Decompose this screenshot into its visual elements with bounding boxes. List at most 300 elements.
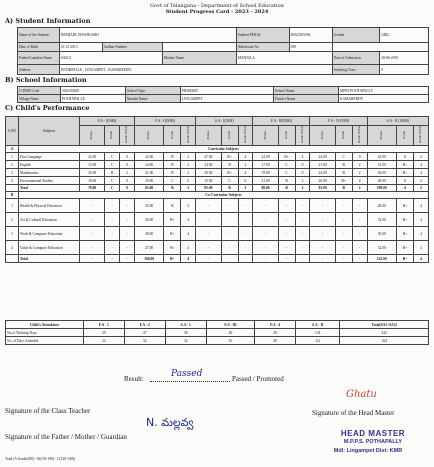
marks-cell: 22.00: [134, 153, 163, 161]
total-points-cell: -: [352, 255, 367, 263]
curricular-row: [6, 169, 429, 177]
total-points-cell: 2: [295, 185, 310, 192]
grade-points-cell: 4: [413, 199, 428, 213]
total-points-cell: 2: [238, 185, 253, 192]
cocurricular-row: [6, 227, 429, 241]
marks-cell: 56.00: [367, 169, 396, 177]
grade-points-subheader-text: Grade Points: [418, 126, 423, 144]
cocurricular-row: [6, 241, 429, 255]
curricular-row: [6, 161, 429, 169]
grade-points-cell: 2: [181, 199, 196, 213]
grade-cell: B+: [221, 153, 238, 161]
grade-subheader-text: Grade: [283, 130, 288, 140]
marks-cell: 32.00: [367, 241, 396, 255]
row-number: 3: [6, 169, 19, 177]
grade-cell: -: [221, 213, 238, 227]
subject-name: Health & Physical Education: [19, 199, 80, 213]
grade-points-cell: 2: [181, 161, 196, 169]
guardian-handwritten-signature: N. మల్లవ్వ: [146, 416, 194, 429]
mandal-label: Mandal Name: [126, 95, 181, 103]
grade-cell: C: [164, 177, 181, 185]
marks-cell: 24.00: [310, 153, 335, 161]
marks-cell: 51.00: [367, 161, 396, 169]
grade-cell: B: [164, 169, 181, 177]
mandal-value: LINGAMPET: [181, 95, 274, 103]
grade-points-cell: 4: [238, 153, 253, 161]
marks-subheader: [310, 126, 335, 146]
address-value: POTHIPALLE , LINGAMPET , KAMAREDDY: [59, 65, 332, 75]
performance-table: [5, 116, 429, 263]
total-points-cell: 0: [120, 185, 135, 192]
attendance-value: 58: [255, 329, 296, 337]
total-marks-cell: 95.00: [310, 185, 335, 192]
grade-points-cell: 4: [413, 241, 428, 255]
guardian-signature-label: Signature of the Father / Mother / Guardian: [5, 433, 127, 441]
grade-points-cell: 0: [120, 161, 135, 169]
total-points-cell: 4: [413, 255, 428, 263]
admission-value: 388: [289, 43, 332, 52]
grade-cell: B: [335, 169, 352, 177]
grade-subheader-text: Grade: [340, 130, 345, 140]
marks-cell: -: [310, 227, 335, 241]
marks-subheader-text: Marks: [146, 130, 151, 140]
grade-points-cell: 0: [238, 177, 253, 185]
pen-label: Student PEN Id: [236, 28, 289, 43]
marks-cell: 49.00: [367, 177, 396, 185]
row-number: 1: [6, 153, 19, 161]
grade-points-cell: 2: [413, 177, 428, 185]
attendance-column-header: F.A - 2: [124, 321, 165, 329]
cocurricular-row: [6, 213, 429, 227]
marks-cell: -: [196, 199, 221, 213]
attendance-value: 134: [296, 329, 340, 337]
grade-cell: -: [221, 227, 238, 241]
grade-points-cell: 4: [413, 227, 428, 241]
grade-points-cell: 0: [352, 153, 367, 161]
attendance-value: 30: [255, 337, 296, 345]
term-header: F.A - III(50M): [253, 117, 310, 126]
grade-cell: C: [335, 153, 352, 161]
total-grade-cell: -: [221, 255, 238, 263]
gender-value: GIRL: [380, 28, 429, 43]
result-label: Result:: [124, 375, 144, 383]
marks-cell: -: [196, 213, 221, 227]
attendance-value: 34: [124, 337, 165, 345]
grade-cell: -: [335, 227, 352, 241]
grade-points-subheader: [352, 126, 367, 146]
grade-points-cell: 0: [295, 169, 310, 177]
total-points-cell: -: [120, 255, 135, 263]
marks-cell: 21.00: [134, 169, 163, 177]
term-header: F.A - II(50M): [134, 117, 195, 126]
attendance-column-header: S.A - II: [296, 321, 340, 329]
grade-cell: B+: [164, 227, 181, 241]
marks-cell: -: [80, 241, 105, 255]
grade-points-subheader: [238, 126, 253, 146]
class-teacher-signature-label: Signature of the Class Teacher: [5, 407, 91, 415]
grade-cell: B: [105, 169, 120, 177]
stamp-line-3: Mdl: Lingampet Dist: KMR: [333, 448, 403, 454]
grade-cell: -: [105, 199, 120, 213]
grade-subheader-text: Grade: [169, 130, 174, 140]
marks-cell: 25.00: [134, 199, 163, 213]
marks-cell: -: [310, 241, 335, 255]
mother-value: MANJULA: [236, 52, 332, 65]
grade-cell: -: [278, 213, 295, 227]
grade-points-cell: 4: [413, 161, 428, 169]
row-number: 1: [6, 199, 19, 213]
doa-label: Date of Admission: [332, 52, 380, 65]
grade-cell: B+: [396, 227, 413, 241]
grade-cell: B+: [335, 177, 352, 185]
total-grade-cell: A: [396, 185, 413, 192]
marks-cell: 28.00: [134, 227, 163, 241]
attendance-value: 40: [206, 329, 254, 337]
grade-cell: B+: [278, 153, 295, 161]
udise-value: 3G0230208: [61, 87, 126, 95]
grade-points-subheader-text: Grade Points: [356, 126, 361, 144]
grade-points-cell: 4: [413, 213, 428, 227]
stamp-line-2: M.P.P.S. POTHAPALLY: [343, 439, 403, 445]
grade-points-cell: 2: [352, 161, 367, 169]
attendance-row: [6, 337, 429, 345]
grade-subheader: [221, 126, 238, 146]
grade-cell: C: [278, 161, 295, 169]
grade-points-cell: 0: [120, 177, 135, 185]
marks-cell: -: [253, 227, 278, 241]
grade-cell: -: [105, 227, 120, 241]
marks-cell: 24.00: [253, 153, 278, 161]
marks-subheader-text: Marks: [379, 130, 383, 140]
total-points-cell: 4: [181, 255, 196, 263]
attendance-column-header: F.A - III: [206, 321, 254, 329]
admission-label: Admission No: [236, 43, 289, 52]
grade-cell: -: [105, 241, 120, 255]
grade-points-subheader-text: Grade Points: [124, 126, 129, 144]
district-label: District Name: [274, 95, 339, 103]
grade-points-subheader: [120, 126, 135, 146]
term-header: S.A - I(50M): [196, 117, 253, 126]
grade-cell: B: [164, 153, 181, 161]
row-b-label: B: [6, 192, 19, 199]
marks-subheader: [253, 126, 278, 146]
grade-points-subheader-text: Grade Points: [185, 126, 190, 144]
marks-subheader: [196, 126, 221, 146]
total-marks-cell: 78.00: [80, 185, 105, 192]
grade-cell: -: [221, 241, 238, 255]
grade-cell: C: [105, 153, 120, 161]
attendance-value: 47: [124, 329, 165, 337]
marks-subheader: [134, 126, 163, 146]
grade-points-cell: 0: [295, 161, 310, 169]
footer-note: Total (A Grade(200) - B(150-199) - C(120-149)): [5, 457, 76, 461]
section-student-info: A) Student Information: [5, 17, 91, 25]
address-label: Address: [18, 65, 60, 75]
grade-points-cell: -: [238, 213, 253, 227]
mother-label: Mother Name: [162, 52, 236, 65]
marks-cell: -: [253, 241, 278, 255]
grade-points-cell: -: [352, 199, 367, 213]
total-label: Total: [19, 185, 80, 192]
grade-points-cell: 2: [120, 169, 135, 177]
grade-points-subheader: [413, 126, 428, 146]
grade-cell: -: [278, 199, 295, 213]
grade-points-cell: -: [352, 227, 367, 241]
marks-cell: -: [80, 199, 105, 213]
school-type-value: PRIMARY: [181, 87, 274, 95]
attendance-value: 39: [84, 329, 125, 337]
father-label: Father/Guardian Name: [18, 52, 60, 65]
grade-cell: B+: [164, 213, 181, 227]
result-options: Passed / Promoted: [232, 375, 284, 383]
grade-points-cell: -: [238, 241, 253, 255]
grade-subheader-text: Grade: [402, 130, 407, 140]
subjects-header: Subjects: [19, 117, 80, 146]
subject-name: Mathematics: [19, 169, 80, 177]
marks-cell: 17.00: [253, 161, 278, 169]
marks-cell: 25.00: [80, 169, 105, 177]
grade-cell: B: [278, 177, 295, 185]
name-label: Name of the Student: [18, 28, 60, 43]
section-school-info: B) School Information: [5, 76, 87, 84]
marks-subheader-text: Marks: [89, 130, 94, 140]
grade-points-cell: -: [120, 227, 135, 241]
grade-cell: C: [221, 177, 238, 185]
attendance-row-label: No. of Days Attended: [6, 337, 84, 345]
total-grade-cell: B: [278, 185, 295, 192]
subject-name: English: [19, 161, 80, 169]
grade-cell: -: [335, 213, 352, 227]
marks-cell: 30.00: [367, 227, 396, 241]
total-marks-cell: 122.00: [367, 255, 396, 263]
dob-label: Date of Birth: [18, 43, 60, 52]
marks-subheader-text: Marks: [262, 130, 267, 140]
grade-cell: -: [335, 199, 352, 213]
grade-points-cell: 0: [120, 153, 135, 161]
marks-cell: 43.00: [367, 153, 396, 161]
grade-points-cell: 4: [238, 169, 253, 177]
grade-cell: B: [164, 161, 181, 169]
grade-points-cell: 2: [295, 177, 310, 185]
grade-cell: -: [278, 227, 295, 241]
marks-subheader: [367, 126, 396, 146]
row-a-label: A: [6, 146, 19, 153]
grade-points-cell: 4: [181, 241, 196, 255]
grade-points-cell: 4: [413, 169, 428, 177]
grade-points-cell: 4: [181, 213, 196, 227]
grade-cell: B+: [396, 169, 413, 177]
grade-points-cell: 4: [181, 227, 196, 241]
row-number: 4: [6, 241, 19, 255]
sno-header: S.NO: [6, 117, 19, 146]
aadhar-value: [162, 43, 236, 52]
dob-value: 16-12-2013: [59, 43, 102, 52]
grade-points-cell: -: [120, 241, 135, 255]
grade-cell: B+: [396, 199, 413, 213]
father-value: SAILU: [59, 52, 162, 65]
attendance-title: Child's Attendance: [6, 321, 84, 329]
grade-subheader: [396, 126, 413, 146]
grade-points-cell: -: [352, 213, 367, 227]
total-points-cell: 2: [352, 185, 367, 192]
grade-cell: B+: [396, 161, 413, 169]
total-grade-cell: B: [335, 185, 352, 192]
marks-cell: 22.00: [80, 153, 105, 161]
aadhar-label: Aadhar Number: [102, 43, 162, 52]
marks-cell: 27.00: [134, 241, 163, 255]
marks-subheader-text: Marks: [319, 130, 324, 140]
total-grade-cell: B+: [396, 255, 413, 263]
total-marks-cell: 82.00: [134, 185, 163, 192]
doa-value: 20-06-2019: [380, 52, 429, 65]
total-marks-cell: 95.00: [196, 185, 221, 192]
marks-cell: -: [310, 213, 335, 227]
total-points-cell: -: [295, 255, 310, 263]
marks-cell: -: [310, 199, 335, 213]
attendance-row: [6, 329, 429, 337]
row-number: 4: [6, 177, 19, 185]
cocurricular-row: [6, 199, 429, 213]
pen-value: 20023165186: [289, 28, 332, 43]
marks-cell: 32.00: [367, 213, 396, 227]
grade-points-cell: -: [295, 199, 310, 213]
header-line-1: Govt of Telangana - Department of School Education: [150, 3, 284, 9]
grade-cell: -: [221, 199, 238, 213]
grade-cell: -: [278, 241, 295, 255]
grade-subheader-text: Grade: [226, 130, 231, 140]
udise-label: U-DISE Code: [18, 87, 61, 95]
grade-cell: C: [105, 161, 120, 169]
grade-cell: B+: [164, 241, 181, 255]
grade-cell: B+: [396, 241, 413, 255]
total-grade-cell: -: [105, 255, 120, 263]
cototal-label: Total: [19, 255, 80, 263]
attendance-row-label: No.of Working Days: [6, 329, 84, 337]
attendance-value: 22: [84, 337, 125, 345]
curricular-label: Curricular Subjects: [19, 146, 429, 153]
grade-points-cell: -: [120, 213, 135, 227]
district-value: KAMAREDDY: [339, 95, 429, 103]
marks-cell: 27.00: [196, 153, 221, 161]
attendance-column-header: S.A - 1: [165, 321, 206, 329]
head-master-signature-label: Signature of the Head Master: [312, 409, 395, 417]
total-grade-cell: -: [278, 255, 295, 263]
class-label: Studying Class: [332, 65, 380, 75]
grade-cell: A: [396, 153, 413, 161]
total-grade-cell: -: [335, 255, 352, 263]
attendance-column-header: Total(SA1+SA2): [340, 321, 429, 329]
grade-points-subheader: [295, 126, 310, 146]
school-type-label: School Type: [126, 87, 181, 95]
cocurricular-label: Co-Curricular Subjects: [19, 192, 429, 199]
marks-cell: -: [196, 241, 221, 255]
curricular-row: [6, 153, 429, 161]
grade-cell: B+: [221, 169, 238, 177]
attendance-value: 16: [206, 337, 254, 345]
attendance-column-header: F.A - 1: [84, 321, 125, 329]
gender-label: Gender: [332, 28, 380, 43]
row-number: 2: [6, 161, 19, 169]
marks-cell: 24.00: [134, 161, 163, 169]
school-info-table: [17, 86, 429, 103]
total-grade-cell: C: [105, 185, 120, 192]
grade-subheader: [278, 126, 295, 146]
marks-cell: 24.00: [310, 169, 335, 177]
grade-points-cell: -: [120, 199, 135, 213]
attendance-value: 164: [340, 337, 429, 345]
grade-cell: -: [105, 213, 120, 227]
grade-points-cell: -: [352, 241, 367, 255]
grade-cell: -: [335, 241, 352, 255]
total-marks-cell: 106.00: [134, 255, 163, 263]
grade-subheader: [105, 126, 120, 146]
total-marks-cell: 199.00: [367, 185, 396, 192]
total-grade-cell: B+: [164, 255, 181, 263]
grade-points-cell: 2: [352, 169, 367, 177]
student-info-table: [17, 27, 429, 75]
total-grade-cell: B: [164, 185, 181, 192]
marks-cell: -: [253, 213, 278, 227]
row-number: 2: [6, 213, 19, 227]
total-marks-cell: -: [310, 255, 335, 263]
marks-cell: 13.00: [80, 161, 105, 169]
grade-cell: C: [105, 177, 120, 185]
grade-points-cell: -: [295, 227, 310, 241]
grade-subheader-text: Grade: [109, 130, 114, 140]
village-label: Village Name: [18, 95, 61, 103]
grade-points-cell: 4: [352, 177, 367, 185]
total-points-cell: 2: [413, 185, 428, 192]
grade-cell: B: [221, 161, 238, 169]
result-handwritten: Passed: [171, 369, 203, 379]
total-marks-cell: -: [80, 255, 105, 263]
school-name-value: MPPS POTHAPALLY: [339, 87, 429, 95]
grade-points-cell: 2: [181, 169, 196, 177]
grade-cell: C: [278, 169, 295, 177]
grade-cell: B: [335, 161, 352, 169]
grade-points-cell: -: [295, 241, 310, 255]
marks-cell: 29.00: [196, 169, 221, 177]
header-line-2: Student Progress Card - 2023 - 2024: [165, 9, 269, 15]
grade-points-cell: 2: [238, 161, 253, 169]
subject-name: Art & Cultural Education: [19, 213, 80, 227]
subject-name: Value & Computer Education: [19, 241, 80, 255]
grade-subheader: [164, 126, 181, 146]
total-grade-cell: B: [221, 185, 238, 192]
student-name: NEERADI JASWIKASRI: [59, 28, 236, 43]
marks-cell: 19.00: [253, 169, 278, 177]
grade-points-subheader-text: Grade Points: [242, 126, 247, 144]
grade-points-subheader: [181, 126, 196, 146]
head-master-handwritten-signature: Ghatu: [346, 389, 377, 400]
term-header: F.A - I(50M): [80, 117, 135, 126]
marks-cell: 26.00: [310, 177, 335, 185]
marks-cell: 18.00: [80, 177, 105, 185]
school-name-label: School Name: [274, 87, 339, 95]
total-points-cell: -: [238, 255, 253, 263]
attendance-table: [5, 320, 429, 345]
marks-cell: 19.00: [134, 177, 163, 185]
marks-cell: -: [80, 213, 105, 227]
marks-cell: 15.00: [196, 177, 221, 185]
subject-name: Work & Computer Education: [19, 227, 80, 241]
attendance-value: 38: [165, 329, 206, 337]
attendance-value: 32: [165, 337, 206, 345]
marks-cell: 24.00: [196, 161, 221, 169]
section-performance: C) Child's Performance: [5, 104, 90, 112]
marks-cell: 26.00: [134, 213, 163, 227]
grade-cell: B: [164, 199, 181, 213]
